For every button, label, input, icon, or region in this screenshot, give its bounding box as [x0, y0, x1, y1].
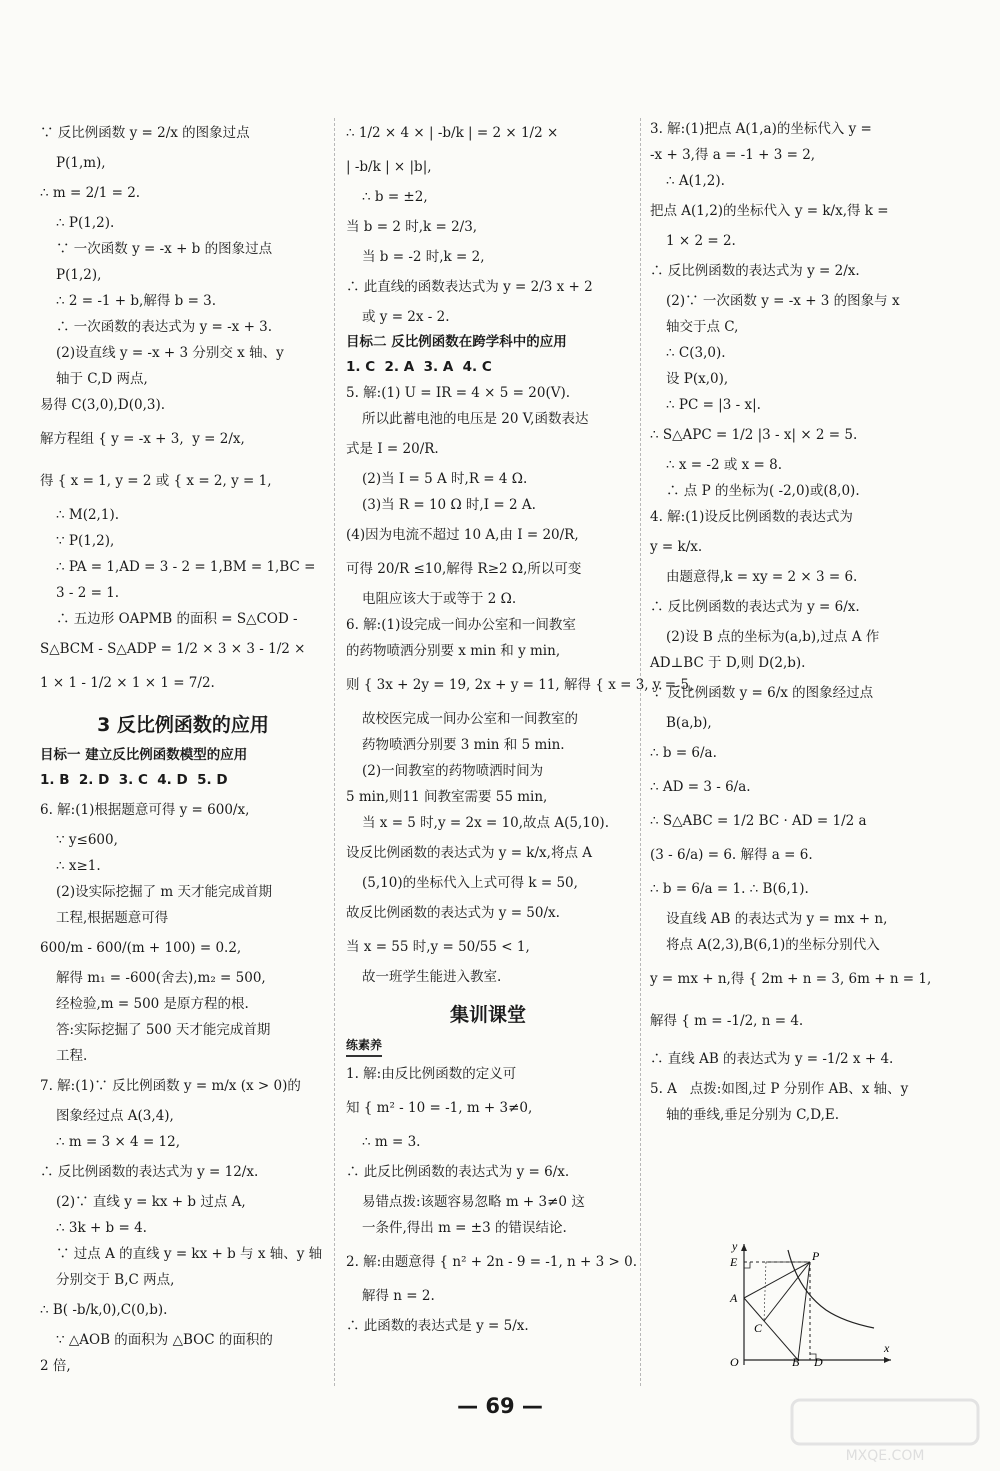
text-line: 轴于 C,D 两点,	[56, 371, 148, 387]
figure-label: B	[792, 1355, 800, 1368]
section-title: 集训课堂	[449, 1004, 526, 1026]
text-line: 600/m - 600/(m + 100) = 0.2,	[40, 940, 242, 956]
text-line: 当 b = -2 时,k = 2,	[362, 249, 485, 265]
text-line: (2)当 I = 5 A 时,R = 4 Ω.	[362, 471, 528, 487]
text-line: ∵ 一次函数 y = -x + b 的图象过点	[56, 241, 273, 257]
text-line: ∴ M(2,1).	[56, 507, 119, 523]
goal-heading: 目标一 建立反比例函数模型的应用	[40, 747, 248, 763]
text-line: 解方程组 { y = -x + 3, y = 2/x,	[40, 431, 245, 447]
text-line: 解得 { m = -1/2, n = 4.	[650, 1013, 804, 1029]
text-line: AD⊥BC 于 D,则 D(2,b).	[650, 655, 806, 671]
figure-label: A	[730, 1291, 738, 1305]
text-line: 药物喷洒分别要 3 min 和 5 min.	[362, 737, 565, 753]
goal-heading: 目标二 反比例函数在跨学科中的应用	[346, 334, 567, 350]
text-line: (3)当 R = 10 Ω 时,I = 2 A.	[362, 497, 536, 513]
text-line: 得 { x = 1, y = 2 或 { x = 2, y = 1,	[40, 473, 272, 489]
text-line: ∴ 3k + b = 4.	[56, 1220, 147, 1236]
text-line: 设 P(x,0),	[666, 371, 729, 387]
text-line: ∴ 此函数的表达式是 y = 5/x.	[346, 1318, 529, 1334]
solution-block	[346, 1061, 637, 1343]
text-line: 则 { 3x + 2y = 19, 2x + y = 11, 解得 { x = 3, y = 5,	[346, 677, 694, 693]
text-line: 所以此蓄电池的电压是 20 V,函数表达	[362, 411, 589, 427]
text-line: 式是 I = 20/R.	[346, 441, 439, 457]
column-right	[650, 116, 950, 1128]
text-line: 5. A 点拨:如图,过 P 分别作 AB、x 轴、y	[650, 1081, 909, 1097]
text-line: 工程,根据题意可得	[56, 910, 169, 926]
text-line: 由题意得,k = xy = 2 × 3 = 6.	[666, 569, 858, 585]
text-line: (2)∵ 直线 y = kx + b 过点 A,	[56, 1194, 246, 1210]
text-line: ∴ 2 = -1 + b,解得 b = 3.	[56, 293, 217, 309]
text-line: 电阻应该大于或等于 2 Ω.	[362, 591, 517, 607]
text-line: ∴ PC = |3 - x|.	[666, 397, 761, 413]
figure-label: E	[730, 1255, 738, 1269]
text-line: 6. 解:(1)设完成一间办公室和一间教室	[346, 617, 576, 633]
text-line: (5,10)的坐标代入上式可得 k = 50,	[362, 875, 578, 891]
page-number: — 69 —	[457, 1394, 543, 1418]
text-line: B(a,b),	[666, 715, 712, 731]
text-line: ∴ A(1,2).	[666, 173, 725, 189]
text-line: (2)∵ 一次函数 y = -x + 3 的图象与 x	[666, 293, 900, 309]
figure-label: D	[814, 1355, 823, 1368]
text-line: ∵ △AOB 的面积为 △BOC 的面积的	[56, 1332, 273, 1348]
text-line: 分别交于 B,C 两点,	[56, 1272, 175, 1288]
text-line: ∴ 直线 AB 的表达式为 y = -1/2 x + 4.	[650, 1051, 894, 1067]
text-line: ∵ P(1,2),	[56, 533, 115, 549]
text-line: 解得 n = 2.	[362, 1288, 435, 1304]
solution-block	[40, 116, 326, 700]
figure-label: O	[730, 1355, 739, 1368]
column-divider	[334, 118, 335, 1386]
text-line: (2)设实际挖掘了 m 天才能完成首期	[56, 884, 273, 900]
text-line: 可得 20/R ≤10,解得 R≥2 Ω,所以可变	[346, 561, 582, 577]
text-line: 设反比例函数的表达式为 y = k/x,将点 A	[346, 845, 592, 861]
text-line: 2 倍,	[40, 1358, 71, 1374]
text-line: 知 { m² - 10 = -1, m + 3≠0,	[346, 1100, 533, 1116]
text-line: | -b/k | × |b|,	[346, 159, 432, 175]
text-line: 易得 C(3,0),D(0,3).	[40, 397, 166, 413]
text-line: 3 - 2 = 1.	[56, 585, 120, 601]
figure-label: y	[732, 1240, 738, 1253]
text-line: 易错点拨:该题容易忽略 m + 3≠0 这	[362, 1194, 585, 1210]
text-line: ∴ x = -2 或 x = 8.	[666, 457, 783, 473]
section-title: 3 反比例函数的应用	[97, 714, 269, 736]
text-line: ∴ m = 3.	[362, 1134, 421, 1150]
text-line: 将点 A(2,3),B(6,1)的坐标分别代入	[666, 937, 880, 953]
text-line: ∴ x≥1.	[56, 858, 101, 874]
text-line: ∴ PA = 1,AD = 3 - 2 = 1,BM = 1,BC =	[56, 559, 316, 575]
text-line: ∵ 反比例函数 y = 2/x 的图象过点	[40, 125, 250, 141]
solution-block	[650, 116, 950, 1128]
text-line: ∵ 过点 A 的直线 y = kx + b 与 x 轴、y 轴	[56, 1246, 323, 1262]
text-line: 7. 解:(1)∵ 反比例函数 y = m/x (x > 0)的	[40, 1078, 301, 1094]
watermark-logo	[790, 1398, 980, 1464]
text-line: ∴ 五边形 OAPMB 的面积 = S△COD -	[56, 611, 298, 627]
answer-list: 1. B 2. D 3. C 4. D 5. D	[40, 772, 228, 788]
text-line: 1 × 1 - 1/2 × 1 × 1 = 7/2.	[40, 675, 215, 691]
text-line: ∴ b = ±2,	[362, 189, 428, 205]
watermark-text: MXQE.COM	[845, 1448, 925, 1464]
text-line: ∴ S△APC = 1/2 |3 - x| × 2 = 5.	[650, 427, 858, 443]
text-line: 故一班学生能进入教室.	[362, 969, 502, 985]
text-line: -x + 3,得 a = -1 + 3 = 2,	[650, 147, 816, 163]
text-line: ∴ 反比例函数的表达式为 y = 12/x.	[40, 1164, 259, 1180]
figure-label: x	[884, 1341, 890, 1355]
text-line: 1 × 2 = 2.	[666, 233, 736, 249]
text-line: ∴ 点 P 的坐标为( -2,0)或(8,0).	[666, 483, 860, 499]
text-line: P(1,2),	[56, 267, 102, 283]
text-line: ∵ y≤600,	[56, 832, 118, 848]
text-line: (2)设直线 y = -x + 3 分别交 x 轴、y	[56, 345, 284, 361]
solution-block	[40, 793, 326, 1379]
text-line: P(1,m),	[56, 155, 106, 171]
text-line: ∴ S△ABC = 1/2 BC · AD = 1/2 a	[650, 813, 867, 829]
text-line: 轴的垂线,垂足分别为 C,D,E.	[666, 1107, 840, 1123]
text-line: 6. 解:(1)根据题意可得 y = 600/x,	[40, 802, 250, 818]
text-line: 轴交于点 C,	[666, 319, 739, 335]
text-line: 一条件,得出 m = ±3 的错误结论.	[362, 1220, 567, 1236]
text-line: 解得 m₁ = -600(舍去),m₂ = 500,	[56, 970, 266, 986]
text-line: 或 y = 2x - 2.	[362, 309, 450, 325]
text-line: ∴ m = 3 × 4 = 12,	[56, 1134, 181, 1150]
text-line: ∵ 反比例函数 y = 6/x 的图象经过点	[650, 685, 874, 701]
text-line: 5. 解:(1) U = IR = 4 × 5 = 20(V).	[346, 385, 571, 401]
text-line: ∴ 1/2 × 4 × | -b/k | = 2 × 1/2 ×	[346, 125, 559, 141]
section-badge: 练素养	[346, 1035, 382, 1057]
column-divider	[640, 118, 641, 1386]
text-line: 1. 解:由反比例函数的定义可	[346, 1066, 517, 1082]
text-line: ∴ AD = 3 - 6/a.	[650, 779, 751, 795]
text-line: ∴ 此直线的函数表达式为 y = 2/3 x + 2	[346, 279, 593, 295]
figure-label: P	[812, 1249, 820, 1263]
text-line: (4)因为电流不超过 10 A,由 I = 20/R,	[346, 527, 579, 543]
text-line: 当 x = 55 时,y = 50/55 < 1,	[346, 939, 530, 955]
text-line: (3 - 6/a) = 6. 解得 a = 6.	[650, 847, 813, 863]
text-line: 答:实际挖掘了 500 天才能完成首期	[56, 1022, 271, 1038]
text-line: ∴ 反比例函数的表达式为 y = 6/x.	[650, 599, 860, 615]
text-line: S△BCM - S△ADP = 1/2 × 3 × 3 - 1/2 ×	[40, 641, 306, 657]
text-line: 设直线 AB 的表达式为 y = mx + n,	[666, 911, 888, 927]
text-line: 的药物喷洒分别要 x min 和 y min,	[346, 643, 561, 659]
text-line: ∴ m = 2/1 = 2.	[40, 185, 141, 201]
text-line: ∴ b = 6/a.	[650, 745, 717, 761]
text-line: ∴ C(3,0).	[666, 345, 726, 361]
figure-label: C	[754, 1321, 763, 1335]
text-line: y = k/x.	[650, 539, 703, 555]
text-line: (2)设 B 点的坐标为(a,b),过点 A 作	[666, 629, 880, 645]
answer-list: 1. C 2. A 3. A 4. C	[346, 359, 492, 375]
solution-block	[346, 116, 630, 330]
text-line: ∴ B( -b/k,0),C(0,b).	[40, 1302, 168, 1318]
text-line: 4. 解:(1)设反比例函数的表达式为	[650, 509, 853, 525]
column-left	[40, 116, 326, 1379]
text-line: 故校医完成一间办公室和一间教室的	[362, 711, 578, 727]
text-line: y = mx + n,得 { 2m + n = 3, 6m + n = 1,	[650, 971, 932, 987]
text-line: ∴ 此反比例函数的表达式为 y = 6/x.	[346, 1164, 570, 1180]
text-line: ∴ b = 6/a = 1. ∴ B(6,1).	[650, 881, 809, 897]
text-line: ∴ P(1,2).	[56, 215, 115, 231]
text-line: 工程.	[56, 1048, 88, 1064]
text-line: (2)一间教室的药物喷洒时间为	[362, 763, 544, 779]
text-line: ∴ 反比例函数的表达式为 y = 2/x.	[650, 263, 860, 279]
text-line: ∴ 一次函数的表达式为 y = -x + 3.	[56, 319, 273, 335]
text-line: 把点 A(1,2)的坐标代入 y = k/x,得 k =	[650, 203, 889, 219]
text-line: 当 b = 2 时,k = 2/3,	[346, 219, 478, 235]
text-line: 经检验,m = 500 是原方程的根.	[56, 996, 249, 1012]
text-line: 3. 解:(1)把点 A(1,a)的坐标代入 y =	[650, 121, 872, 137]
text-line: 5 min,则11 间教室需要 55 min,	[346, 789, 548, 805]
geometry-figure	[726, 1240, 896, 1368]
text-line: 故反比例函数的表达式为 y = 50/x.	[346, 905, 560, 921]
text-line: 当 x = 5 时,y = 2x = 10,故点 A(5,10).	[362, 815, 609, 831]
text-line: 图象经过点 A(3,4),	[56, 1108, 174, 1124]
text-line: 2. 解:由题意得 { n² + 2n - 9 = -1, n + 3 > 0.	[346, 1254, 637, 1270]
